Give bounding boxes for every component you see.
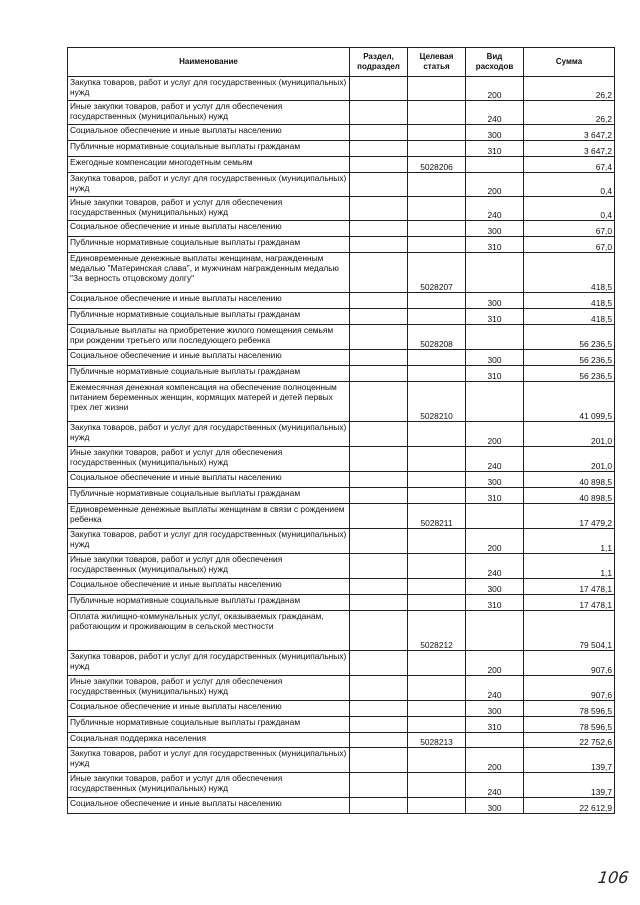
table-row: [68, 717, 615, 733]
header-name: Наименование: [68, 48, 350, 77]
cell-sum: 418,5: [524, 253, 615, 293]
cell-type: 200: [466, 651, 524, 676]
cell-section: [350, 77, 408, 101]
cell-target: [408, 773, 466, 798]
cell-section: [350, 701, 408, 717]
cell-name: Иные закупки товаров, работ и услуг для обеспечения государственных (муниципальных) нужд: [68, 773, 350, 798]
cell-target: 5028213: [408, 733, 466, 748]
table-row: [68, 221, 615, 237]
cell-type: [466, 611, 524, 651]
cell-target: [408, 173, 466, 197]
cell-section: [350, 325, 408, 350]
cell-section: [350, 733, 408, 748]
cell-name: Ежемесячная денежная компенсация на обеспечение полноценным питанием беременных женщин, кормящих матерей и детей первых трех лет жизни: [68, 382, 350, 422]
cell-type: 240: [466, 554, 524, 579]
cell-section: [350, 309, 408, 325]
table-row: [68, 253, 615, 293]
cell-type: [466, 382, 524, 422]
cell-sum: 907,6: [524, 651, 615, 676]
cell-target: 5028211: [408, 504, 466, 529]
cell-type: [466, 157, 524, 173]
cell-name: Иные закупки товаров, работ и услуг для обеспечения государственных (муниципальных) нужд: [68, 197, 350, 221]
table-row: [68, 197, 615, 221]
cell-type: 200: [466, 748, 524, 773]
cell-sum: 41 099,5: [524, 382, 615, 422]
cell-section: [350, 125, 408, 141]
cell-type: 300: [466, 798, 524, 814]
cell-section: [350, 488, 408, 504]
cell-sum: 56 236,5: [524, 366, 615, 382]
cell-type: [466, 733, 524, 748]
cell-type: 200: [466, 422, 524, 447]
cell-name: Ежегодные компенсации многодетным семьям: [68, 157, 350, 173]
cell-target: [408, 309, 466, 325]
header-type: Вид расходов: [466, 48, 524, 77]
table-row: [68, 504, 615, 529]
cell-type: 300: [466, 701, 524, 717]
cell-name: Публичные нормативные социальные выплаты гражданам: [68, 488, 350, 504]
page-number: 106: [596, 868, 630, 887]
cell-target: [408, 101, 466, 125]
cell-target: [408, 488, 466, 504]
cell-name: Публичные нормативные социальные выплаты гражданам: [68, 595, 350, 611]
header-target: Целевая статья: [408, 48, 466, 77]
cell-name: Закупка товаров, работ и услуг для государственных (муниципальных) нужд: [68, 748, 350, 773]
cell-sum: 78 596,5: [524, 701, 615, 717]
cell-name: Закупка товаров, работ и услуг для государственных (муниципальных) нужд: [68, 173, 350, 197]
cell-section: [350, 595, 408, 611]
cell-type: 240: [466, 447, 524, 472]
cell-name: Социальное обеспечение и иные выплаты населению: [68, 221, 350, 237]
cell-sum: 79 504,1: [524, 611, 615, 651]
cell-name: Иные закупки товаров, работ и услуг для обеспечения государственных (муниципальных) нужд: [68, 554, 350, 579]
cell-target: [408, 579, 466, 595]
cell-sum: 67,4: [524, 157, 615, 173]
cell-section: [350, 717, 408, 733]
cell-section: [350, 529, 408, 554]
cell-target: [408, 529, 466, 554]
cell-sum: 17 479,2: [524, 504, 615, 529]
cell-section: [350, 447, 408, 472]
cell-section: [350, 221, 408, 237]
budget-table: [67, 47, 615, 814]
cell-name: Единовременные денежные выплаты женщинам, награжденным медалью "Материнская слава", и мужчинам награжденным медалью "За верность отцовскому долгу": [68, 253, 350, 293]
cell-sum: 1,1: [524, 554, 615, 579]
table-row: [68, 529, 615, 554]
cell-type: 300: [466, 472, 524, 488]
cell-target: [408, 141, 466, 157]
table-body: [68, 77, 615, 814]
table-row: [68, 579, 615, 595]
table-row: [68, 77, 615, 101]
cell-type: 310: [466, 237, 524, 253]
cell-name: Социальное обеспечение и иные выплаты населению: [68, 798, 350, 814]
header-sum: Сумма: [524, 48, 615, 77]
cell-name: Социальная поддержка населения: [68, 733, 350, 748]
cell-name: Социальное обеспечение и иные выплаты населению: [68, 350, 350, 366]
cell-name: Социальное обеспечение и иные выплаты населению: [68, 125, 350, 141]
table-header: [68, 48, 615, 77]
cell-name: Оплата жилищно-коммунальных услуг, оказываемых гражданам, работающим и проживающим в сельской местности: [68, 611, 350, 651]
cell-name: Закупка товаров, работ и услуг для государственных (муниципальных) нужд: [68, 422, 350, 447]
cell-name: Единовременные денежные выплаты женщинам в связи с рождением ребенка: [68, 504, 350, 529]
cell-section: [350, 676, 408, 701]
cell-name: Публичные нормативные социальные выплаты гражданам: [68, 309, 350, 325]
table-row: [68, 382, 615, 422]
cell-name: Социальное обеспечение и иные выплаты населению: [68, 293, 350, 309]
cell-name: Иные закупки товаров, работ и услуг для обеспечения государственных (муниципальных) нужд: [68, 447, 350, 472]
table-row: [68, 141, 615, 157]
cell-section: [350, 472, 408, 488]
header-row: [68, 48, 615, 77]
cell-name: Закупка товаров, работ и услуг для государственных (муниципальных) нужд: [68, 651, 350, 676]
cell-section: [350, 798, 408, 814]
cell-section: [350, 237, 408, 253]
cell-section: [350, 651, 408, 676]
cell-sum: 67,0: [524, 237, 615, 253]
cell-target: 5028207: [408, 253, 466, 293]
cell-section: [350, 748, 408, 773]
table-row: [68, 611, 615, 651]
table-row: [68, 237, 615, 253]
cell-sum: 0,4: [524, 197, 615, 221]
cell-target: [408, 554, 466, 579]
cell-type: 310: [466, 595, 524, 611]
table-row: [68, 554, 615, 579]
cell-section: [350, 350, 408, 366]
cell-section: [350, 293, 408, 309]
cell-target: 5028208: [408, 325, 466, 350]
cell-sum: 40 898,5: [524, 488, 615, 504]
cell-sum: 26,2: [524, 77, 615, 101]
table-row: [68, 701, 615, 717]
cell-type: 310: [466, 717, 524, 733]
cell-name: Закупка товаров, работ и услуг для государственных (муниципальных) нужд: [68, 529, 350, 554]
table-row: [68, 651, 615, 676]
cell-sum: 0,4: [524, 173, 615, 197]
cell-section: [350, 157, 408, 173]
cell-sum: 56 236,5: [524, 350, 615, 366]
cell-target: 5028210: [408, 382, 466, 422]
table-row: [68, 676, 615, 701]
cell-sum: 139,7: [524, 773, 615, 798]
cell-sum: 40 898,5: [524, 472, 615, 488]
cell-type: 310: [466, 141, 524, 157]
cell-target: [408, 237, 466, 253]
table-row: [68, 773, 615, 798]
cell-sum: 3 647,2: [524, 141, 615, 157]
cell-target: 5028206: [408, 157, 466, 173]
table-row: [68, 595, 615, 611]
cell-type: [466, 504, 524, 529]
cell-sum: 56 236,5: [524, 325, 615, 350]
cell-target: [408, 748, 466, 773]
cell-type: 240: [466, 197, 524, 221]
cell-target: [408, 701, 466, 717]
table-row: [68, 733, 615, 748]
cell-section: [350, 611, 408, 651]
cell-type: 310: [466, 488, 524, 504]
cell-name: Социальное обеспечение и иные выплаты населению: [68, 579, 350, 595]
cell-section: [350, 253, 408, 293]
table-row: [68, 798, 615, 814]
cell-target: [408, 422, 466, 447]
table-row: [68, 422, 615, 447]
cell-target: 5028212: [408, 611, 466, 651]
cell-sum: 907,6: [524, 676, 615, 701]
table-row: [68, 157, 615, 173]
cell-target: [408, 293, 466, 309]
cell-type: 300: [466, 125, 524, 141]
table-row: [68, 366, 615, 382]
cell-section: [350, 579, 408, 595]
table-row: [68, 293, 615, 309]
table-row: [68, 447, 615, 472]
cell-type: [466, 325, 524, 350]
cell-section: [350, 504, 408, 529]
cell-sum: 26,2: [524, 101, 615, 125]
cell-sum: 139,7: [524, 748, 615, 773]
cell-type: 200: [466, 529, 524, 554]
cell-name: Публичные нормативные социальные выплаты гражданам: [68, 717, 350, 733]
table-row: [68, 472, 615, 488]
cell-name: Публичные нормативные социальные выплаты гражданам: [68, 366, 350, 382]
header-section: Раздел, подраздел: [350, 48, 408, 77]
cell-section: [350, 422, 408, 447]
cell-sum: 22 752,6: [524, 733, 615, 748]
cell-sum: 67,0: [524, 221, 615, 237]
cell-target: [408, 197, 466, 221]
cell-type: [466, 253, 524, 293]
table-row: [68, 101, 615, 125]
cell-target: [408, 651, 466, 676]
cell-section: [350, 773, 408, 798]
cell-sum: 3 647,2: [524, 125, 615, 141]
cell-sum: 201,0: [524, 422, 615, 447]
cell-name: Социальные выплаты на приобретение жилого помещения семьям при рождении третьего или последующего ребенка: [68, 325, 350, 350]
cell-name: Публичные нормативные социальные выплаты гражданам: [68, 141, 350, 157]
cell-sum: 201,0: [524, 447, 615, 472]
cell-target: [408, 595, 466, 611]
cell-target: [408, 798, 466, 814]
cell-target: [408, 221, 466, 237]
cell-target: [408, 447, 466, 472]
cell-target: [408, 717, 466, 733]
cell-type: 310: [466, 309, 524, 325]
cell-type: 300: [466, 293, 524, 309]
table-row: [68, 309, 615, 325]
cell-target: [408, 350, 466, 366]
cell-name: Публичные нормативные социальные выплаты гражданам: [68, 237, 350, 253]
cell-type: 300: [466, 221, 524, 237]
cell-sum: 418,5: [524, 293, 615, 309]
table-row: [68, 350, 615, 366]
cell-type: 300: [466, 579, 524, 595]
cell-section: [350, 366, 408, 382]
cell-section: [350, 554, 408, 579]
table-row: [68, 488, 615, 504]
cell-type: 200: [466, 173, 524, 197]
cell-section: [350, 101, 408, 125]
cell-target: [408, 125, 466, 141]
table-row: [68, 125, 615, 141]
cell-name: Иные закупки товаров, работ и услуг для обеспечения государственных (муниципальных) нужд: [68, 676, 350, 701]
cell-type: 300: [466, 350, 524, 366]
cell-type: 310: [466, 366, 524, 382]
cell-section: [350, 197, 408, 221]
cell-sum: 78 596,5: [524, 717, 615, 733]
cell-type: 240: [466, 676, 524, 701]
cell-target: [408, 366, 466, 382]
table-row: [68, 325, 615, 350]
cell-target: [408, 472, 466, 488]
cell-sum: 418,5: [524, 309, 615, 325]
cell-type: 240: [466, 773, 524, 798]
cell-sum: 17 478,1: [524, 595, 615, 611]
cell-sum: 22 612,9: [524, 798, 615, 814]
cell-name: Социальное обеспечение и иные выплаты населению: [68, 472, 350, 488]
table-row: [68, 173, 615, 197]
cell-type: 240: [466, 101, 524, 125]
cell-target: [408, 676, 466, 701]
cell-section: [350, 382, 408, 422]
cell-target: [408, 77, 466, 101]
cell-sum: 1,1: [524, 529, 615, 554]
cell-sum: 17 478,1: [524, 579, 615, 595]
cell-name: Закупка товаров, работ и услуг для государственных (муниципальных) нужд: [68, 77, 350, 101]
cell-name: Иные закупки товаров, работ и услуг для обеспечения государственных (муниципальных) нужд: [68, 101, 350, 125]
cell-section: [350, 173, 408, 197]
cell-name: Социальное обеспечение и иные выплаты населению: [68, 701, 350, 717]
cell-type: 200: [466, 77, 524, 101]
table-row: [68, 748, 615, 773]
cell-section: [350, 141, 408, 157]
